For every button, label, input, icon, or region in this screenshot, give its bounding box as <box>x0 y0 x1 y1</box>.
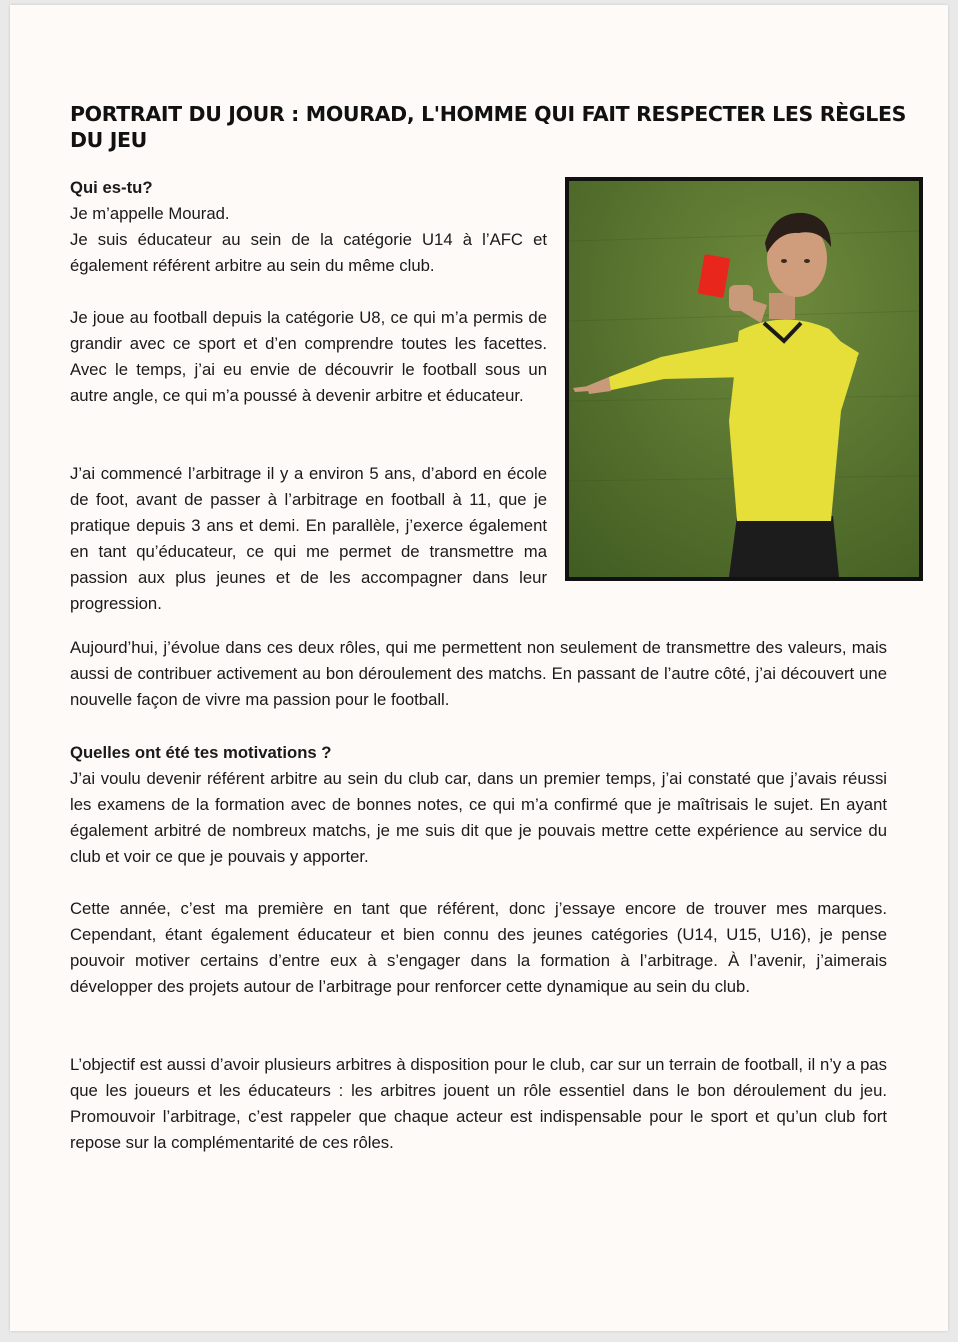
intro-line-name: Je m’appelle Mourad. <box>70 204 230 223</box>
paragraph-refereeing-start: J’ai commencé l’arbitrage il y a environ 5 ans, d’abord en école de foot, avant de passer à l’arbitrage en football à 11, que je pratique depuis 3 ans et demi. En parallèle, j’exerce également en tant qu’éducateur, ce qui me permet de transmettre ma passion aux plus jeunes et de les accompagner dans leur progression. <box>70 464 547 613</box>
section-motivations <box>70 740 887 870</box>
paragraph-first-year: Cette année, c’est ma première en tant que référent, donc j’essaye encore de trouver mes marques. Cependant, étant également éducateur et bien connu des jeunes catégories (U14, U15, U16), je pense pouvoir motiver certains d’entre eux à s’engager dans la formation à l’arbitrage. À l’avenir, j’aimerais développer des projets autour de l’arbitrage pour renforcer cette dynamique au sein du club. <box>70 899 887 996</box>
paragraph-football-history: Je joue au football depuis la catégorie U8, ce qui m’a permis de grandir avec ce sport et d’en comprendre toutes les facettes. Avec le temps, j’ai eu envie de découvrir le football sous un autre angle, ce qui m’a poussé à devenir arbitre et éducateur. <box>70 308 547 405</box>
document-page <box>10 5 948 1331</box>
intro-line-role: Je suis éducateur au sein de la catégorie U14 à l’AFC et également référent arbitre au sein du même club. <box>70 230 547 275</box>
article-title: PORTRAIT DU JOUR : MOURAD, L'HOMME QUI FAIT RESPECTER LES RÈGLES DU JEU <box>70 102 907 152</box>
motivations-text: J’ai voulu devenir référent arbitre au sein du club car, dans un premier temps, j’ai constaté que j’avais réussi les examens de la formation avec de bonnes notes, ce qui m’a confirmé que je maîtrisais le sujet. En ayant également arbitré de nombreux matchs, je me suis dit que je pouvais mettre cette expérience au service du club et voir ce que je pouvais y apporter. <box>70 769 887 866</box>
referee-photo <box>565 177 923 581</box>
section-intro <box>70 175 547 279</box>
paragraph-objective: L’objectif est aussi d’avoir plusieurs arbitres à disposition pour le club, car sur un terrain de football, il n’y a pas que les joueurs et les éducateurs : les arbitres jouent un rôle essentiel dans le bon déroulement du jeu. Promouvoir l’arbitrage, c’est rappeler que chaque acteur est indispensable pour le sport et qu’un club fort repose sur la complémentarité de ces rôles. <box>70 1055 887 1152</box>
paragraph-two-roles: Aujourd’hui, j’évolue dans ces deux rôles, qui me permettent non seulement de transmettre des valeurs, mais aussi de contribuer activement au bon déroulement des matchs. En passant de l’autre côté, j’ai découvert une nouvelle façon de vivre ma passion pour le football. <box>70 638 887 709</box>
referee-red-card-illustration <box>569 181 919 577</box>
section-heading-qui-es-tu: Qui es-tu? <box>70 178 153 197</box>
section-heading-motivations: Quelles ont été tes motivations ? <box>70 743 332 762</box>
